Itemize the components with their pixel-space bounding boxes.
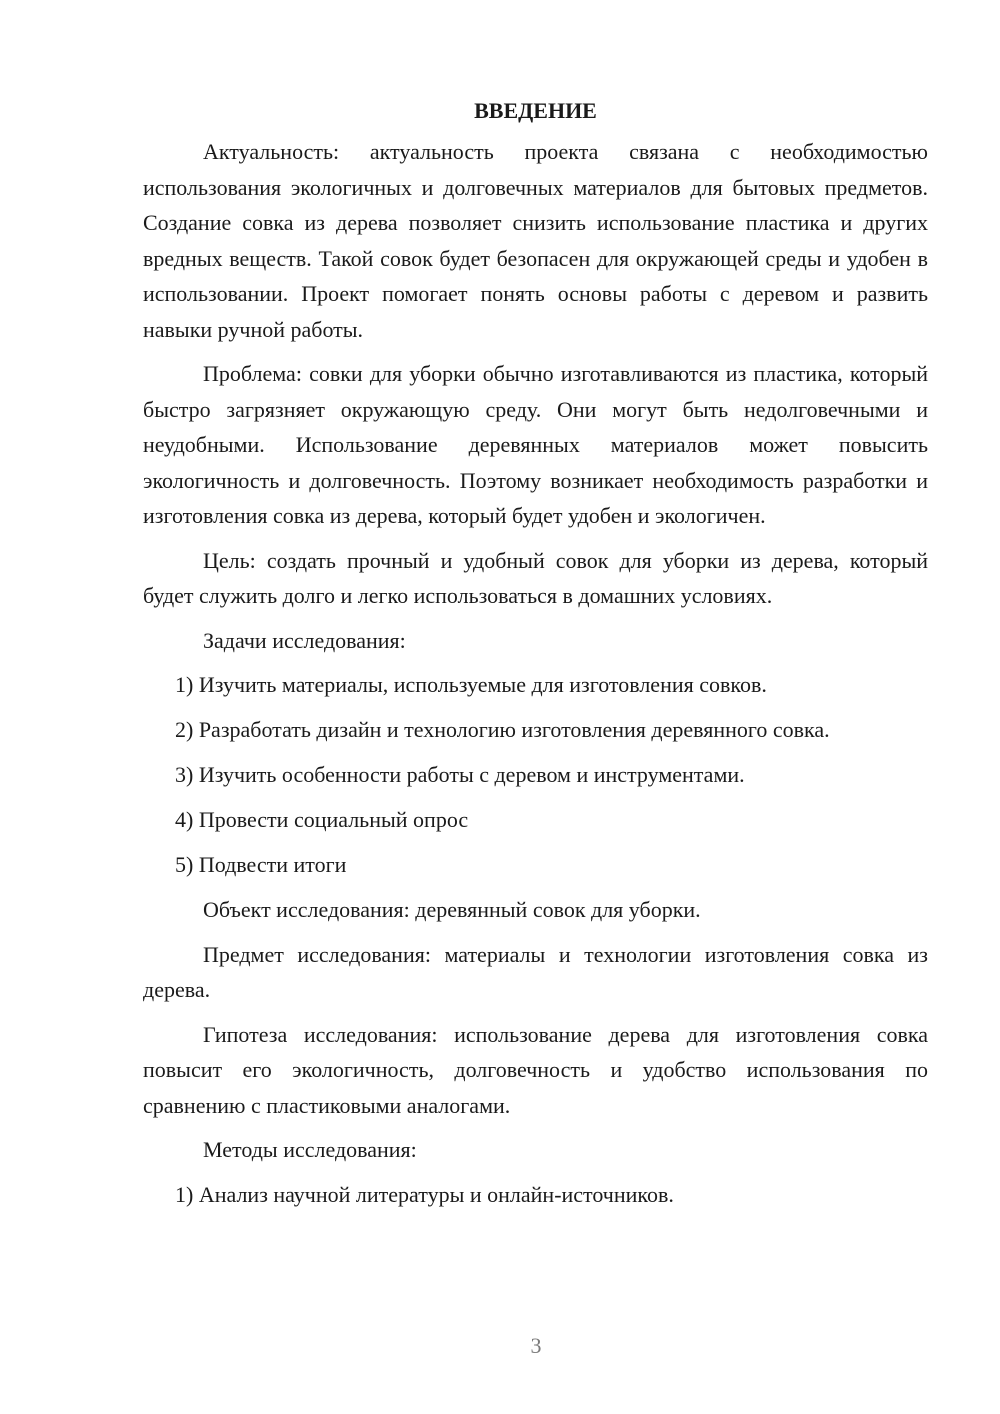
task-item-3: 3) Изучить особенности работы с деревом и инструментами. (175, 762, 745, 787)
relevance-paragraph: Актуальность: актуальность проекта связана с необходимостью использования экологичных и долговечных материалов для бытовых предметов. Создание совка из дерева позволяет снизить использование пластика и других вредных веществ. Такой совок будет безопасен для окружающей среды и удобен в использовании. Проект помогает понять основы работы с деревом и развить навыки ручной работы. (143, 139, 928, 342)
methods-heading: Методы исследования: (203, 1137, 417, 1162)
object-paragraph: Объект исследования: деревянный совок для уборки. (203, 897, 701, 922)
subject-paragraph: Предмет исследования: материалы и технологии изготовления совка из дерева. (143, 941, 928, 1002)
page-content (143, 93, 928, 1222)
task-item-2: 2) Разработать дизайн и технологию изготовления деревянного совка. (175, 717, 830, 742)
section-heading: ВВЕДЕНИЕ (474, 98, 597, 123)
method-item-1: 1) Анализ научной литературы и онлайн-источников. (175, 1181, 674, 1207)
hypothesis-paragraph: Гипотеза исследования: использование дерева для изготовления совка повысит его экологичность, долговечность и удобство использования по сравнению с пластиковыми аналогами. (143, 1021, 928, 1118)
task-item-1: 1) Изучить материалы, используемые для изготовления совков. (175, 672, 767, 697)
goal-paragraph: Цель: создать прочный и удобный совок для уборки из дерева, который будет служить долго и легко использоваться в домашних условиях. (143, 547, 928, 608)
task-item-5: 5) Подвести итоги (175, 852, 347, 877)
page-number: 3 (530, 1333, 542, 1358)
problem-paragraph: Проблема: совки для уборки обычно изготавливаются из пластика, который быстро загрязняет окружающую среду. Они могут быть недолговечными и неудобными. Использование деревянных материалов может повысить экологичность и долговечность. Поэтому возникает необходимость разработки и изготовления совка из дерева, который будет удобен и экологичен. (143, 361, 928, 528)
task-item-4: 4) Провести социальный опрос (175, 807, 469, 832)
tasks-heading: Задачи исследования: (203, 627, 406, 653)
